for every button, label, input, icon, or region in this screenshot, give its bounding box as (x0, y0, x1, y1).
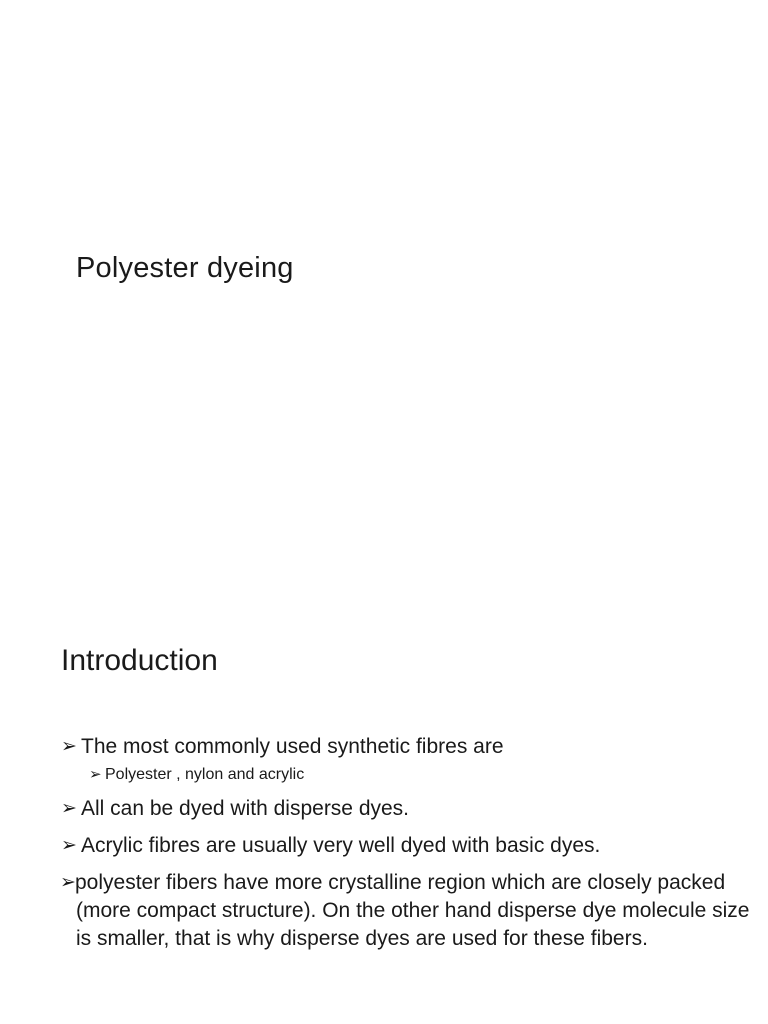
bullet-text: Polyester , nylon and acrylic (105, 766, 305, 783)
bullet-text: polyester fibers have more crystalline region which are closely packed (more compact structure). On the other hand disperse dye molecule size is smaller, that is why disperse dyes are used for these fibers. (75, 871, 750, 950)
arrow-bullet-icon: ➢ (89, 766, 102, 783)
bullet-list (61, 733, 751, 962)
arrow-bullet-icon: ➢ (61, 736, 77, 757)
bullet-item (61, 733, 751, 761)
bullet-text: All can be dyed with disperse dyes. (81, 797, 410, 820)
arrow-bullet-icon: ➢ (61, 835, 77, 856)
bullet-item (61, 832, 751, 860)
slide-heading: Introduction (61, 644, 218, 677)
sub-bullet-item (89, 764, 751, 786)
bullet-item (61, 795, 751, 823)
bullet-item (61, 869, 751, 953)
bullet-text: The most commonly used synthetic fibres are (81, 735, 504, 758)
arrow-bullet-icon: ➢ (60, 872, 76, 893)
bullet-text: Acrylic fibres are usually very well dyed with basic dyes. (81, 834, 601, 857)
slide-title-heading: Polyester dyeing (76, 252, 294, 284)
arrow-bullet-icon: ➢ (61, 798, 77, 819)
slide-introduction (0, 576, 768, 1024)
